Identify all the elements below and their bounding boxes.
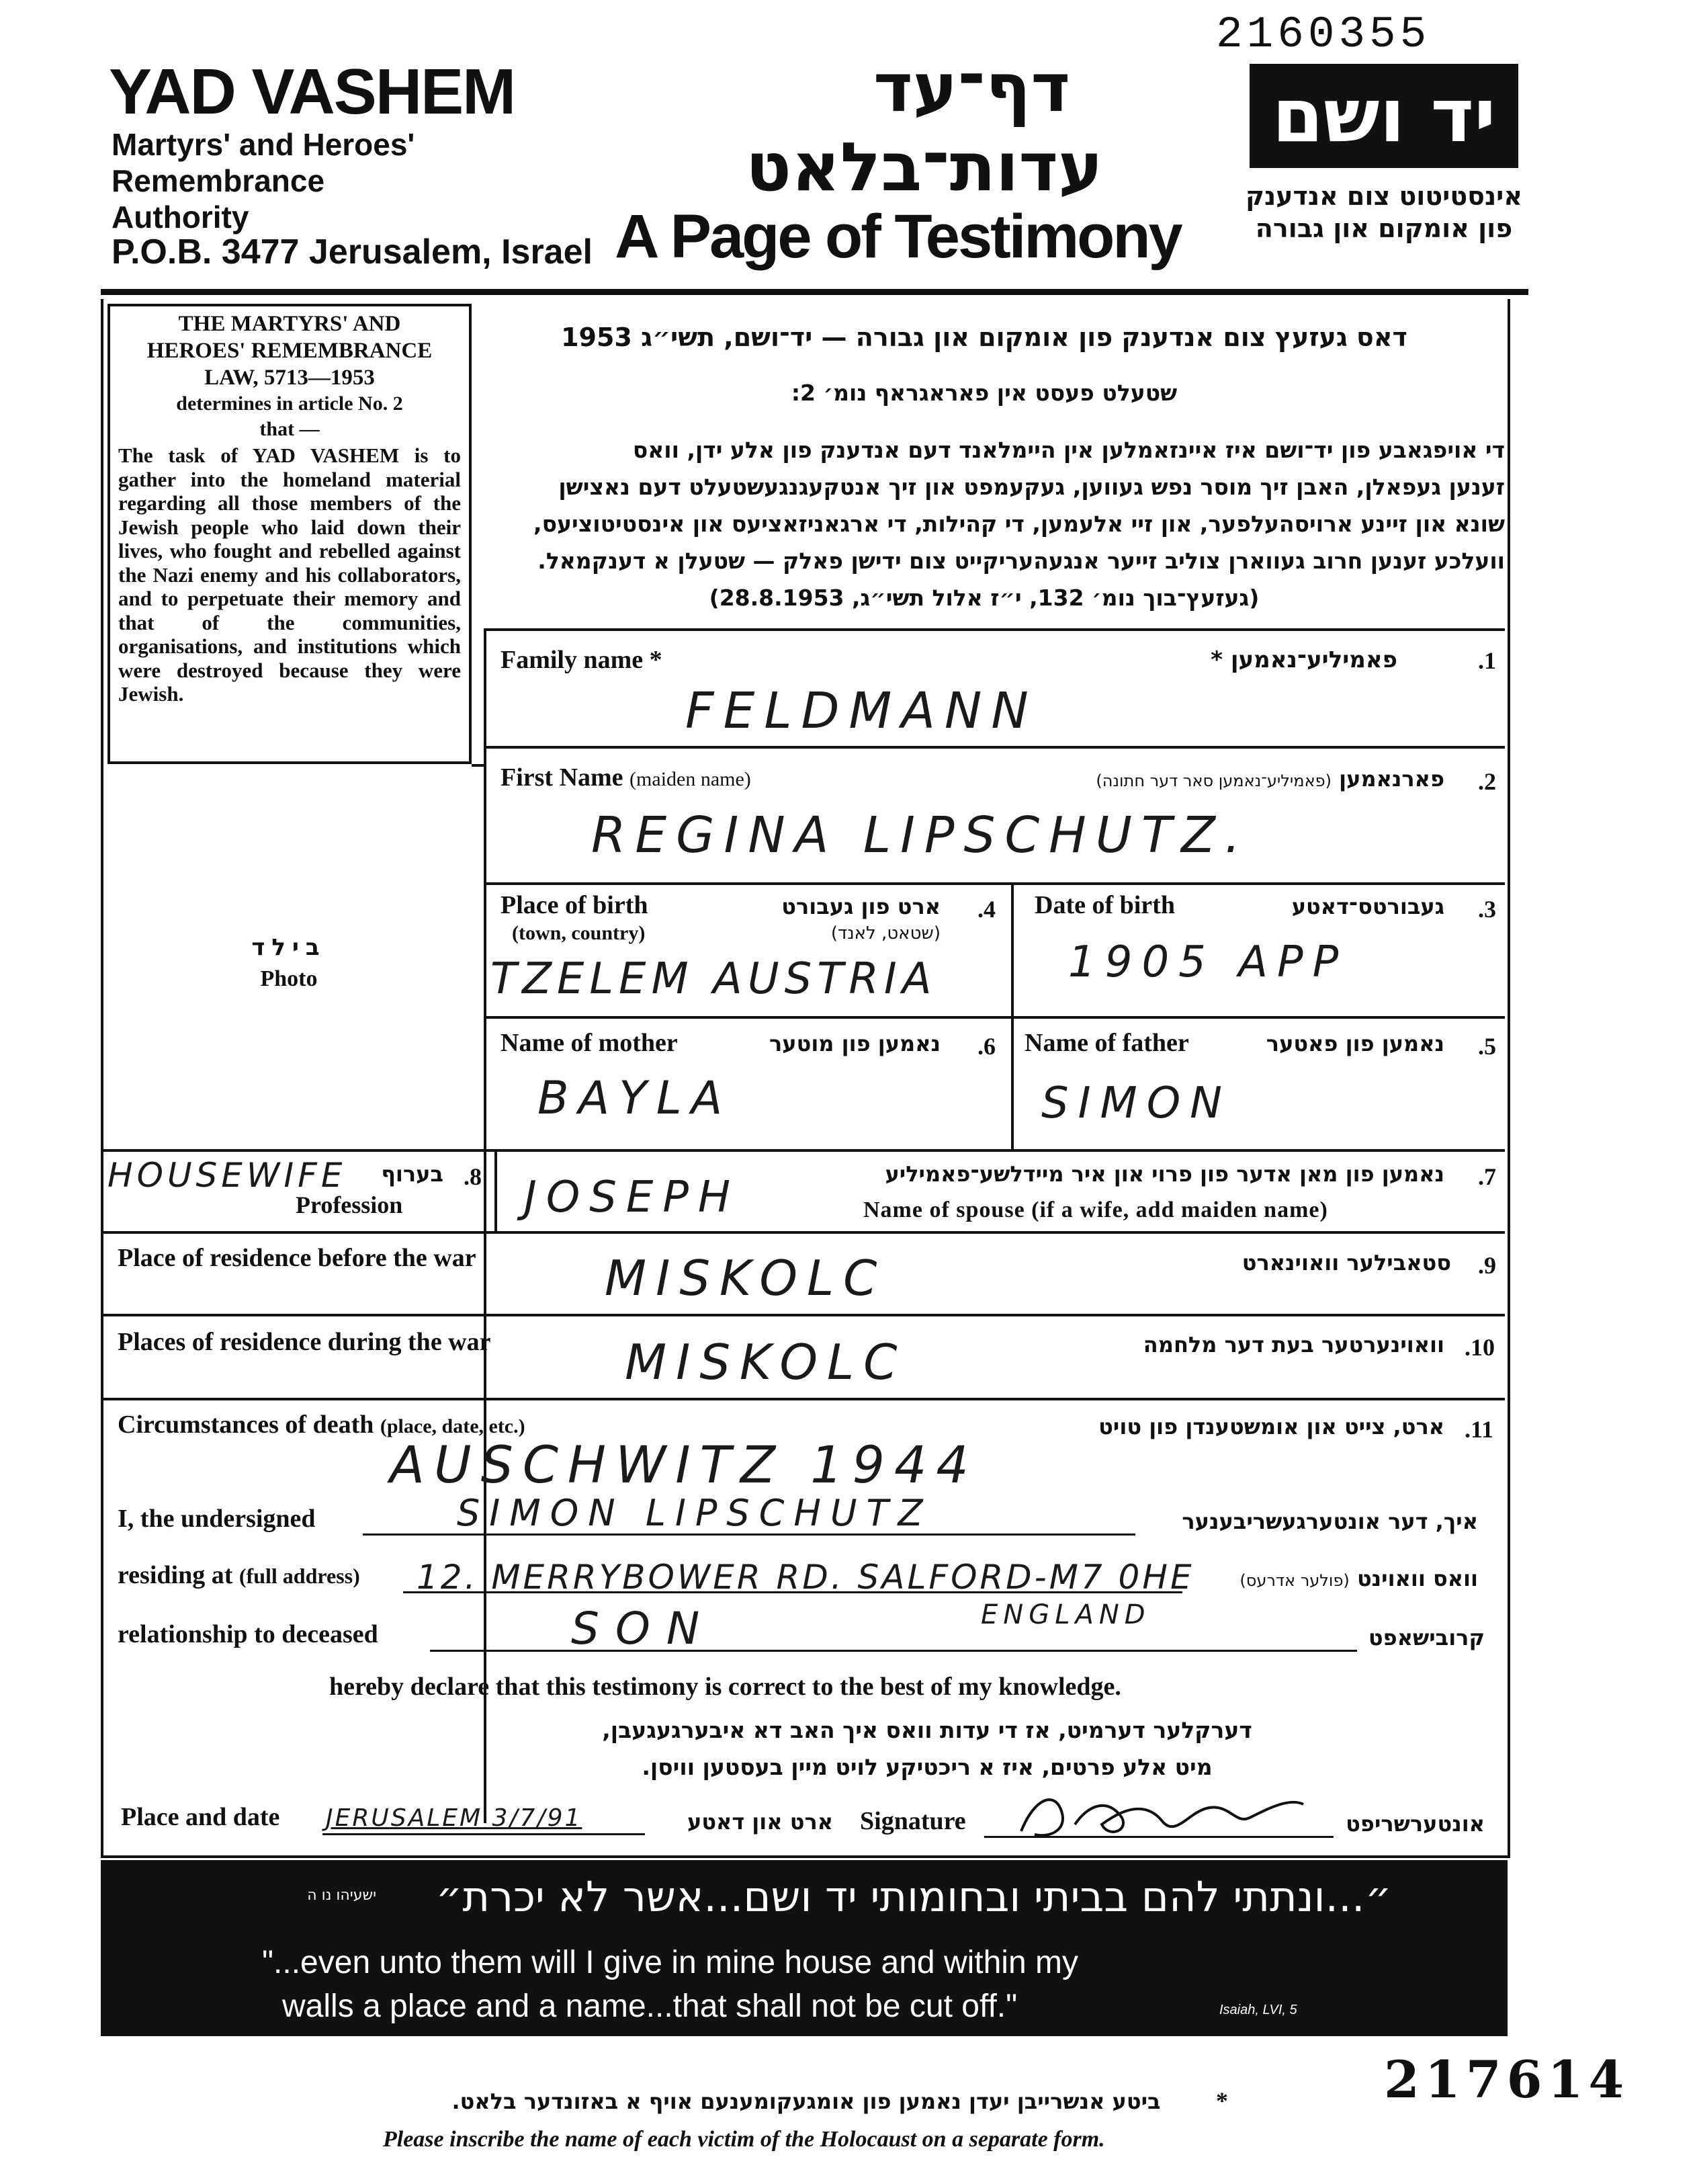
- yiddish-law-line-3: די אויפגאבע פון יד־ושם איז איינזאמלען אין היימלאנד דעם אנדענק פון אלע ידן, וואס: [632, 437, 1505, 463]
- date-of-birth-value[interactable]: 1905 APP: [1068, 937, 1348, 987]
- header-rule: [101, 289, 1528, 295]
- main-title: A Page of Testimony: [615, 202, 1181, 271]
- declaration-english: hereby declare that this testimony is correct to the best of my knowledge.: [329, 1673, 1121, 1701]
- grid-line: [484, 1016, 1505, 1019]
- date-of-birth-label-yiddish: געבורטס־דאטע: [1291, 894, 1444, 919]
- declaration-yiddish-1: דערקלער דערמיט, אז די עדות וואס איך האב דא איבערגעגעבן,: [602, 1717, 1252, 1743]
- profession-label-yiddish: בערוף: [381, 1161, 443, 1187]
- hebrew-title-1: דף־עד: [873, 48, 1071, 127]
- org-subtitle-1: Martyrs' and Heroes': [112, 127, 415, 162]
- place-of-birth-note-yiddish: (שטאט, לאנד): [830, 923, 941, 943]
- field-number-4: .4: [977, 896, 996, 923]
- undersigned-label: I, the undersigned: [118, 1505, 316, 1533]
- family-name-value[interactable]: FELDMANN: [685, 682, 1038, 740]
- residing-label: [118, 1560, 360, 1590]
- signature-label: Signature: [860, 1807, 966, 1835]
- field-number-1: .1: [1478, 647, 1496, 674]
- mother-name-label-yiddish: נאמען פון מוטער: [769, 1031, 941, 1056]
- banner-english-reference: Isaiah, LVI, 5: [1219, 2003, 1297, 2017]
- first-name-value[interactable]: REGINA LIPSCHUTZ.: [591, 806, 1250, 864]
- residing-yiddish-text: וואס וואוינט: [1356, 1566, 1478, 1591]
- law-title-2: HEROES' REMEMBRANCE: [146, 339, 433, 363]
- law-title-3: LAW, 5713—1953: [204, 366, 375, 390]
- law-body: The task of YAD VASHEM is to gather into the homeland material regarding all those members of the Jewish people who laid down their lives, who fought and rebelled against the Nazi enemy and his collaborators, and to perpetuate their memory and that of the communities, organisations, and institutions which were destroyed because they were Jewish.: [118, 444, 461, 706]
- logo-text: יד ושם: [1272, 73, 1496, 159]
- declaration-yiddish-2: מיט אלע פרטים, איז א ריכטיקע לויט מיין בעסטען וויסן.: [642, 1754, 1213, 1780]
- yiddish-law-line-1: דאס געזעץ צום אנדענק פון אומקום און גבורה — יד־ושם, תשי״ג 1953: [561, 323, 1407, 352]
- law-determines: determines in article No. 2: [176, 392, 403, 415]
- spouse-label-yiddish: נאמען פון מאן אדער פון פרוי און איר מיידלשע־פאמיליע: [885, 1161, 1444, 1187]
- residing-value-country[interactable]: ENGLAND: [981, 1599, 1151, 1630]
- grid-line: [1011, 882, 1014, 1151]
- place-of-birth-value[interactable]: TZELEM AUSTRIA: [490, 954, 937, 1004]
- law-title-1: THE MARTYRS' AND: [178, 312, 401, 336]
- relationship-label: relationship to deceased: [118, 1620, 378, 1648]
- place-date-label-yiddish: ארט און דאטע: [687, 1809, 833, 1835]
- death-label-note: (place, date, etc.): [380, 1415, 525, 1437]
- document-number-bottom: 217614: [1384, 2050, 1630, 2109]
- field-number-8: .8: [464, 1163, 482, 1190]
- place-of-birth-note: (town, country): [512, 922, 646, 944]
- footer-star: *: [1216, 2087, 1228, 2114]
- photo-label: Photo: [260, 966, 318, 991]
- yad-vashem-logo: [1250, 64, 1518, 168]
- yiddish-law-line-6: וועלכע זענען חרוב געווארן צוליב זייער אנגעהעריקייט צום ידישן פאלק — שטעלן א דענקמאל.: [537, 548, 1505, 574]
- banner-hebrew-reference: ישעיהו נו ה: [307, 1887, 376, 1904]
- first-name-yiddish-text: פארנאמען: [1339, 766, 1444, 792]
- banner-english-line-2: walls a place and a name...that shall not be cut off.": [282, 1988, 1018, 2024]
- org-subtitle-2: Remembrance: [112, 163, 325, 198]
- footer-note-yiddish: ביטע אנשרייבן יעדן נאמען פון אומגעקומענעם אויף א באזונדער בלאט.: [451, 2089, 1161, 2114]
- org-title: YAD VASHEM: [109, 56, 515, 128]
- death-label-text: Circumstances of death: [118, 1411, 374, 1439]
- grid-line: [484, 746, 1505, 749]
- signature-label-yiddish: אונטערשריפט: [1346, 1811, 1485, 1837]
- field-number-2: .2: [1478, 768, 1496, 795]
- field-number-9: .9: [1478, 1252, 1496, 1279]
- place-date-label: Place and date: [121, 1803, 280, 1831]
- field-number-7: .7: [1478, 1163, 1496, 1190]
- first-name-label-note: (maiden name): [629, 768, 751, 790]
- residence-during-value[interactable]: MISKOLC: [625, 1334, 907, 1390]
- undersigned-label-yiddish: איך, דער אונטערגעשריבענער: [1182, 1509, 1478, 1534]
- field-number-5: .5: [1478, 1033, 1496, 1060]
- undersigned-value[interactable]: SIMON LIPSCHUTZ: [457, 1492, 932, 1534]
- first-name-label-yiddish: [988, 766, 1444, 792]
- org-subtitle-3: Authority: [112, 200, 249, 235]
- family-name-label: Family name *: [501, 646, 662, 674]
- field-number-10: .10: [1465, 1334, 1495, 1361]
- residing-yiddish-note: (פולער אדרעס): [1239, 1571, 1350, 1590]
- grid-line: [484, 882, 1505, 885]
- quote-banner: [101, 1860, 1508, 2036]
- field-number-11: .11: [1465, 1416, 1494, 1443]
- residence-before-label: Place of residence before the war: [118, 1244, 476, 1272]
- grid-line: [472, 764, 484, 767]
- residence-during-label-yiddish: וואוינערטער בעת דער מלחמה: [1143, 1332, 1444, 1357]
- residing-label-note: (full address): [238, 1564, 360, 1588]
- photo-label-yiddish: בילד: [251, 934, 327, 961]
- first-name-label-text: First Name: [501, 763, 623, 792]
- org-address: P.O.B. 3477 Jerusalem, Israel: [112, 233, 593, 271]
- family-name-label-yiddish: פאמיליע־נאמען *: [1211, 646, 1397, 673]
- relationship-underline: [430, 1650, 1357, 1652]
- banner-hebrew-quote: ״...ונתתי להם בביתי ובחומותי יד ושם...אשר לא יכרת״: [435, 1872, 1392, 1921]
- father-name-label: Name of father: [1025, 1029, 1189, 1057]
- date-of-birth-label: Date of birth: [1035, 891, 1175, 919]
- document-number-top: 2160355: [1216, 9, 1431, 60]
- death-value[interactable]: AUSCHWITZ 1944: [390, 1435, 978, 1495]
- death-label-yiddish: ארט, צייט און אומשטענדן פון טויט: [1098, 1414, 1444, 1439]
- yiddish-law-line-2: שטעלט פעסט אין פאראגראף נומ׳ 2:: [791, 380, 1178, 406]
- field-number-3: .3: [1478, 896, 1496, 923]
- profession-value[interactable]: HOUSEWIFE: [107, 1156, 347, 1195]
- place-date-underline: [322, 1833, 645, 1835]
- father-name-value[interactable]: SIMON: [1041, 1079, 1231, 1128]
- hebrew-title-2: עדות־בלאט: [746, 128, 1103, 206]
- yiddish-law-line-4: זענען געפאלן, האבן זיך מוסר נפש געווען, געקעמפט און זיך אנטקעגנגעשטעלט דעם נאצישן: [558, 474, 1505, 500]
- residence-before-label-yiddish: סטאבילער וואוינארט: [1242, 1250, 1451, 1275]
- field-number-6: .6: [977, 1033, 996, 1060]
- relationship-value[interactable]: SON: [571, 1603, 716, 1654]
- profession-label: Profession: [296, 1191, 403, 1218]
- place-of-birth-label-yiddish: ארט פון געבורט: [781, 894, 941, 919]
- residence-before-value[interactable]: MISKOLC: [605, 1250, 887, 1306]
- yiddish-subtitle-2: פון אומקום און גבורה: [1255, 214, 1513, 243]
- residing-label-yiddish: [1189, 1566, 1478, 1591]
- grid-line: [101, 1398, 1505, 1400]
- first-name-yiddish-note: (פאמיליע־נאמען סאר דער חתונה): [1096, 771, 1332, 790]
- mother-name-value[interactable]: BAYLA: [537, 1072, 732, 1125]
- mother-name-label: Name of mother: [501, 1029, 678, 1057]
- father-name-label-yiddish: נאמען פון פאטער: [1266, 1031, 1444, 1056]
- footer-note-english: Please inscribe the name of each victim of the Holocaust on a separate form.: [383, 2127, 1105, 2152]
- place-date-value[interactable]: JERUSALEM 3/7/91: [326, 1804, 582, 1832]
- residence-during-label: Places of residence during the war: [118, 1328, 491, 1356]
- signature-scribble[interactable]: [1008, 1784, 1323, 1845]
- residing-value[interactable]: 12. MERRYBOWER RD. SALFORD-M7 0HE: [417, 1558, 1194, 1597]
- yiddish-law-line-7: (געזעץ־בוך נומ׳ 132, י״ז אלול תשי״ג, 28.8.1953): [709, 585, 1260, 611]
- relationship-label-yiddish: קרובישאפט: [1368, 1625, 1485, 1650]
- grid-line: [101, 1314, 1505, 1316]
- spouse-label: Name of spouse (if a wife, add maiden name): [863, 1198, 1328, 1222]
- first-name-label: [501, 763, 751, 792]
- place-of-birth-label: Place of birth: [501, 891, 648, 919]
- spouse-value[interactable]: JOSEPH: [524, 1173, 740, 1222]
- grid-line: [484, 628, 1505, 631]
- yiddish-subtitle-1: אינסטיטוט צום אנדענק: [1245, 181, 1523, 211]
- law-that: that —: [259, 418, 320, 440]
- yiddish-law-line-5: שונא און זיינע ארויסהעלפער, און זיי אלעמען, די קהילות, די ארגאניזאציעס און אינסטיטוציעס,: [533, 511, 1505, 537]
- residing-label-text: residing at: [118, 1561, 233, 1589]
- banner-english-line-1: "...even unto them will I give in mine house and within my: [262, 1945, 1078, 1980]
- law-box: [107, 304, 472, 764]
